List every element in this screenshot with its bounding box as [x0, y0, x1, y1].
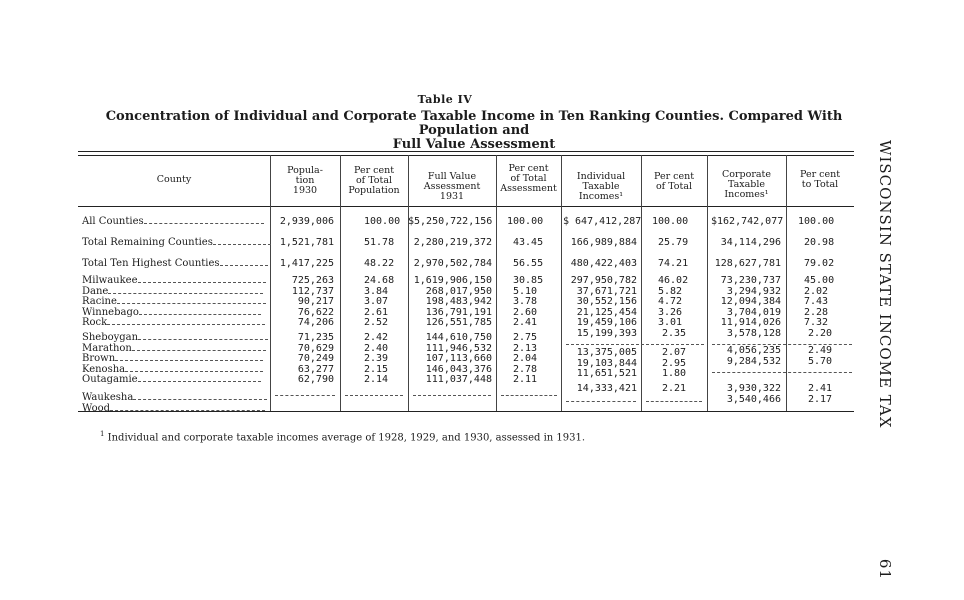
row-label: All Counties — [82, 216, 144, 227]
dashed-placeholder — [566, 401, 636, 402]
cell-pct-individual: 46.02 5.82 4.72 3.26 3.01 — [658, 275, 689, 328]
cell-pct-individual: 100.00 — [652, 216, 689, 227]
county-name: Rock — [82, 317, 108, 328]
cell-pct-assessment: 56.55 — [513, 258, 544, 269]
col-divider — [641, 155, 642, 411]
running-head-title: WISCONSIN STATE INCOME TAX — [876, 140, 894, 429]
header-assessment: Full Value Assessment 1931 — [423, 171, 481, 202]
cell-population: 2,939,006 — [279, 216, 334, 227]
row-label: Total Remaining Counties — [82, 237, 213, 248]
dashed-placeholder — [413, 395, 491, 396]
cell-pct-corporate: 100.00 — [798, 216, 835, 227]
dashed-placeholder — [345, 395, 403, 396]
header-pct-corporate: Per cent to Total — [799, 169, 841, 190]
cell-individual: 166,989,884 — [570, 237, 637, 248]
header-pct-population: Per cent of Total Population — [348, 165, 400, 196]
county-name: Sheboygan — [82, 332, 139, 343]
cell-pct-corporate: 2.20 — [808, 328, 833, 339]
county-name: Racine — [82, 296, 117, 307]
dashed-separator — [566, 344, 704, 345]
cell-pct-corporate: 20.98 — [804, 237, 835, 248]
county-name: Brown — [82, 353, 116, 364]
dashed-placeholder — [646, 401, 702, 402]
footnote-mark: 1 — [100, 430, 105, 438]
cell-corporate: 3,578,128 — [726, 328, 781, 339]
cell-individual: 297,950,782 37,671,721 30,552,156 21,125,454 19,459,106 — [570, 275, 637, 328]
cell-corporate: 4,056,235 9,284,532 — [726, 345, 781, 367]
county-name: Marathon — [82, 342, 132, 354]
cell-pct-assessment: 43.45 — [513, 237, 544, 248]
cell-pct-population: 24.68 3.84 3.07 2.61 2.52 — [364, 275, 395, 328]
cell-pct-individual: 74.21 — [658, 258, 689, 269]
cell-pct-corporate: 45.00 2.02 7.43 2.28 7.32 — [804, 275, 835, 328]
cell-assessment: 1,619,906,150 268,017,950 198,483,942 136,791,191 126,551,785 — [413, 275, 492, 328]
cell-pct-corporate: 2.49 5.70 — [808, 345, 833, 367]
cell-population: 1,521,781 — [279, 237, 334, 248]
top-rule-2 — [78, 155, 854, 156]
dashed-placeholder — [501, 395, 557, 396]
table-title-line-2: Full Value Assessment — [392, 137, 556, 152]
cell-pct-population: 51.78 — [364, 237, 395, 248]
header-individual: Individual Taxable Incomes¹ — [576, 171, 626, 202]
table-title — [70, 110, 878, 152]
page-number: 61 — [876, 558, 894, 580]
header-population: Popula- tion 1930 — [287, 165, 323, 196]
county-name: Outagamie — [82, 374, 138, 385]
cell-individual: 14,333,421 — [576, 383, 637, 394]
footnote — [100, 430, 585, 443]
header-county: County — [156, 174, 192, 185]
cell-pct-corporate: 2.41 2.17 — [808, 383, 833, 405]
cell-individual: 13,375,005 19,103,844 11,651,521 — [576, 347, 637, 379]
cell-pct-assessment: 100.00 — [507, 216, 544, 227]
top-rule — [78, 151, 854, 152]
cell-corporate: 73,230,737 3,294,932 12,094,384 3,704,019 11,914,026 — [720, 275, 781, 328]
county-name: Winnebago — [82, 306, 139, 318]
table-label: Table IV — [417, 93, 473, 106]
header-rule — [78, 206, 854, 207]
cell-individual: 480,422,403 — [570, 258, 637, 269]
county-name: Wood — [82, 402, 111, 414]
cell-assessment: 2,280,219,372 — [413, 237, 492, 248]
dashed-separator — [712, 372, 852, 373]
cell-pct-assessment: 30.85 5.10 3.78 2.60 2.41 — [513, 275, 544, 328]
cell-individual: 15,199,393 — [576, 328, 637, 339]
cell-pct-individual: 2.07 2.95 1.80 — [662, 347, 687, 379]
county-name: Milwaukee — [82, 275, 138, 286]
table-title-line-1: Concentration of Individual and Corporate Taxable Income in Ten Ranking Counties. Compared With Population and — [105, 109, 843, 138]
cell-pct-population: 48.22 — [364, 258, 395, 269]
cell-pct-population: 2.42 2.40 2.39 2.15 2.14 — [364, 332, 389, 385]
cell-corporate: 34,114,296 — [720, 237, 781, 248]
county-name: Kenosha — [82, 363, 126, 375]
cell-individual: $ 647,412,287 — [563, 216, 642, 227]
cell-pct-individual: 25.79 — [658, 237, 689, 248]
running-head — [870, 140, 894, 580]
header-pct-individual: Per cent of Total — [653, 171, 695, 192]
cell-population: 1,417,225 — [279, 258, 334, 269]
dashed-placeholder — [275, 395, 335, 396]
cell-assessment: 2,970,502,784 — [413, 258, 492, 269]
cell-assessment: $5,250,722,156 — [408, 216, 493, 227]
cell-pct-individual: 2.21 — [662, 383, 687, 394]
cell-population: 71,235 70,629 70,249 63,277 62,790 — [297, 332, 334, 385]
cell-pct-population: 100.00 — [364, 216, 401, 227]
cell-pct-corporate: 79.02 — [804, 258, 835, 269]
footnote-text: Individual and corporate taxable incomes average of 1928, 1929, and 1930, assessed in 1931. — [107, 432, 586, 444]
cell-assessment: 144,610,750 111,946,532 107,113,660 146,043,376 111,037,448 — [425, 332, 492, 385]
cell-corporate: 3,930,322 3,540,466 — [726, 383, 781, 405]
row-label: Total Ten Highest Counties — [82, 258, 220, 269]
cell-pct-assessment: 2.75 2.13 2.04 2.78 2.11 — [513, 332, 538, 385]
county-name: Waukesha — [82, 392, 134, 403]
cell-corporate: 128,627,781 — [714, 258, 781, 269]
county-name: Dane — [82, 285, 109, 297]
cell-pct-individual: 2.35 — [662, 328, 687, 339]
cell-population: 725,263 112,737 90,217 76,622 74,206 — [291, 275, 334, 328]
header-pct-assessment: Per cent of Total Assessment — [500, 163, 557, 194]
header-corporate: Corporate Taxable Incomes¹ — [722, 169, 771, 200]
cell-corporate: $162,742,077 — [711, 216, 784, 227]
